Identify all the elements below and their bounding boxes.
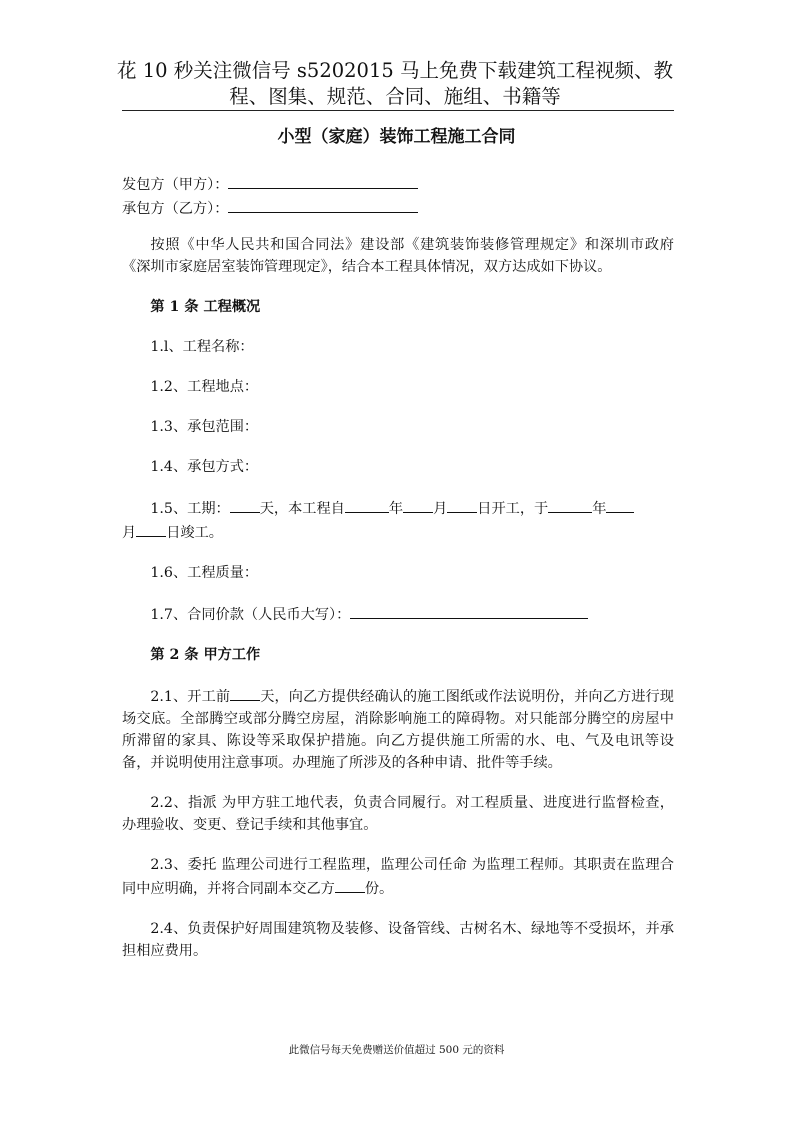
item-1-5-text-a: 天，本工程自 (259, 501, 345, 517)
contract-price-blank (350, 602, 588, 619)
item-1-5-text-e: 年 (592, 501, 607, 517)
item-1-7 (122, 602, 674, 626)
end-month-blank-a (606, 496, 634, 513)
item-1-5-text-b: 年 (388, 501, 404, 517)
item-1-5-text-g: 日竣工。 (166, 525, 223, 541)
item-2-2: 2.2、指派 为甲方驻工地代表，负责合同履行。对工程质量、进度进行监督检查，办理验收、变更、登记手续和其他事宜。 (122, 795, 674, 833)
item-2-3-suffix: 份。 (364, 881, 394, 897)
article-2-heading: 第 2 条 甲方工作 (150, 647, 261, 663)
start-month-blank (403, 496, 433, 513)
copies-blank (335, 876, 365, 893)
item-1-1: 1.l、工程名称： (150, 339, 254, 355)
promo-header-line-1: 花 10 秒关注微信号 s5202015 马上免费下载建筑工程视频、教 (117, 59, 673, 82)
preamble-paragraph: 按照《中华人民共和国合同法》建设部《建筑装饰装修管理规定》和深圳市政府《深圳市家庭居室装饰管理现定》，结合本工程具体情况，双方达成如下协议。 (122, 237, 674, 275)
employer-line (122, 172, 674, 196)
contract-body (122, 172, 674, 962)
contractor-blank (228, 196, 418, 213)
employer-label: 发包方（甲方）： (122, 177, 229, 193)
end-year-blank (548, 496, 592, 513)
contractor-line (122, 196, 674, 220)
item-2-1-text: 天，向乙方提供经确认的施工图纸或作法说明份，并向乙方进行现场交底。全部腾空或部分腾空房屋，消除影响施工的障碍物。对只能部分腾空的房屋中所滞留的家具、陈设等采取保护措施。向乙方提供施工所需的水、电、气及电讯等设备，并说明使用注意事项。办理施了所涉及的各种申请、批件等手续。 (122, 689, 674, 771)
item-2-1-label: 2.1、开工前 (150, 689, 231, 705)
promo-header (100, 58, 690, 110)
header-divider (122, 110, 674, 111)
item-1-6: 1.6、工程质量： (150, 565, 259, 581)
item-2-1 (122, 684, 674, 774)
item-2-3-text: 2.3、委托 监理公司进行工程监理，监理公司任命 为监理工程师。其职责在监理合同中应明确，并将合同副本交乙方 (122, 857, 674, 897)
item-1-4: 1.4、承包方式： (150, 459, 259, 475)
contractor-label: 承包方（乙方）： (122, 201, 229, 217)
item-1-3: 1.3、承包范围： (150, 419, 259, 435)
item-2-3 (122, 854, 674, 900)
promo-footer: 此微信号每天免费赠送价值超过 500 元的资料 (288, 1044, 505, 1056)
document-title: 小型（家庭）装饰工程施工合同 (277, 127, 516, 147)
item-1-5-text-c: 月 (433, 501, 448, 517)
promo-header-line-2: 程、图集、规范、合同、施组、书籍等 (229, 85, 561, 108)
item-1-5-label: 1.5、工期： (150, 501, 230, 517)
item-1-7-label: 1.7、合同价款（人民币大写）： (150, 607, 351, 623)
employer-blank (228, 172, 418, 189)
item-1-5-text-d: 日开工，于 (477, 501, 549, 517)
article-1-heading: 第 1 条 工程概况 (150, 299, 261, 315)
item-1-2: 1.2、工程地点： (150, 379, 259, 395)
start-day-blank (447, 496, 477, 513)
end-day-blank (136, 520, 166, 537)
item-1-5-text-f: 月 (122, 525, 137, 541)
duration-days-blank (230, 496, 260, 513)
item-2-4: 2.4、负责保护好周围建筑物及装修、设备管线、古树名木、绿地等不受损坏，并承担相应费用。 (122, 921, 674, 959)
pre-start-days-blank (230, 684, 260, 701)
item-1-5 (122, 496, 674, 544)
start-year-blank (345, 496, 389, 513)
